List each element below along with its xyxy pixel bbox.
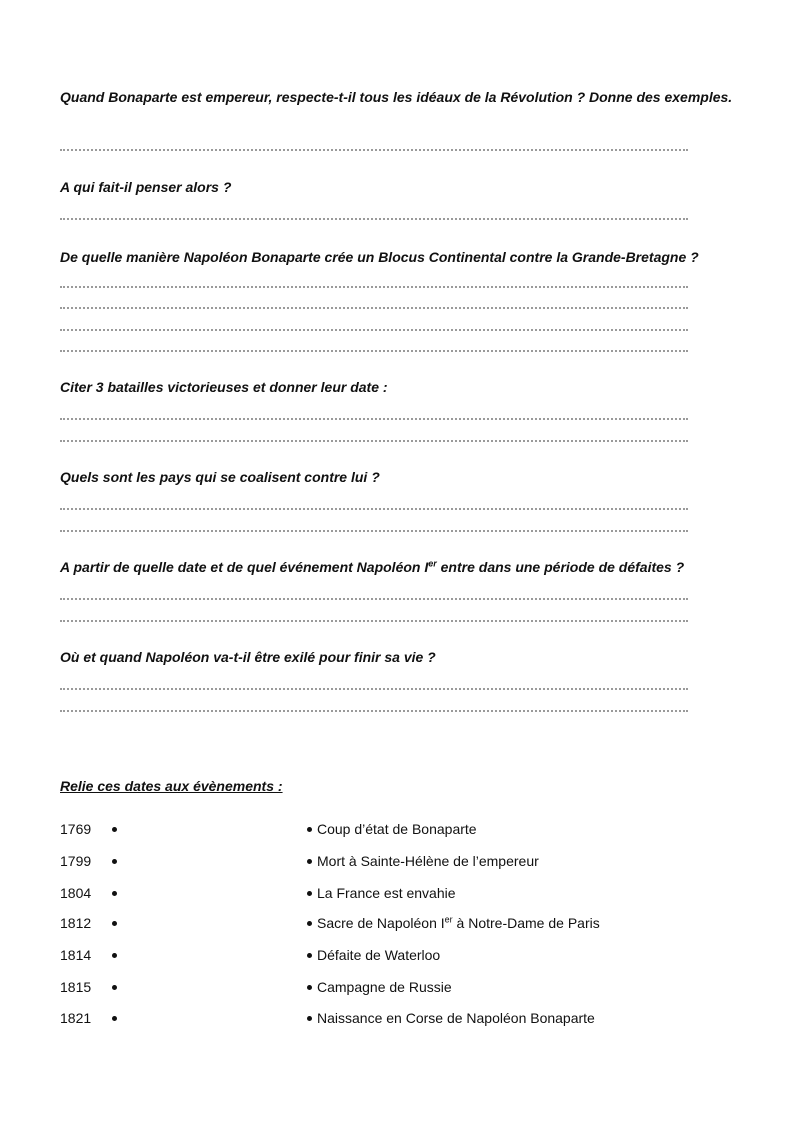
year-label: 1815 [60,979,92,995]
question-2: A qui fait-il penser alors ? [60,179,232,195]
answer-line[interactable] [60,350,688,352]
event-bullet[interactable] [307,985,312,990]
answer-line[interactable] [60,329,688,331]
answer-line[interactable] [60,286,688,288]
event-bullet[interactable] [307,1016,312,1021]
answer-line[interactable] [60,620,688,622]
answer-line[interactable] [60,508,688,510]
answer-line[interactable] [60,598,688,600]
year-bullet[interactable] [112,891,117,896]
answer-line[interactable] [60,418,688,420]
year-bullet[interactable] [112,1016,117,1021]
event-item[interactable]: La France est envahie [307,883,456,903]
question-7: Où et quand Napoléon va-t-il être exilé pour finir sa vie ? [60,649,436,665]
event-bullet[interactable] [307,891,312,896]
matching-title: Relie ces dates aux évènements : [60,778,283,794]
year-label: 1804 [60,885,92,901]
event-item[interactable]: Naissance en Corse de Napoléon Bonaparte [307,1008,595,1028]
year-label: 1769 [60,821,92,837]
event-item[interactable]: Sacre de Napoléon Ier à Notre-Dame de Paris [307,913,600,933]
answer-line[interactable] [60,218,688,220]
year-bullet[interactable] [112,953,117,958]
event-item[interactable]: Campagne de Russie [307,977,452,997]
year-bullet[interactable] [112,859,117,864]
year-bullet[interactable] [112,985,117,990]
answer-line[interactable] [60,440,688,442]
year-bullet[interactable] [112,827,117,832]
year-label: 1812 [60,915,92,931]
question-6: A partir de quelle date et de quel événement Napoléon Ier entre dans une période de défaites ? [60,558,685,575]
question-4: Citer 3 batailles victorieuses et donner leur date : [60,379,388,395]
event-item[interactable]: Défaite de Waterloo [307,945,440,965]
event-item[interactable]: Mort à Sainte-Hélène de l’empereur [307,851,539,871]
event-bullet[interactable] [307,827,312,832]
question-1: Quand Bonaparte est empereur, respecte-t-il tous les idéaux de la Révolution ? Donne des exemples. [60,89,733,105]
answer-line[interactable] [60,688,688,690]
event-bullet[interactable] [307,859,312,864]
answer-line[interactable] [60,307,688,309]
year-label: 1821 [60,1010,92,1026]
question-3: De quelle manière Napoléon Bonaparte crée un Blocus Continental contre la Grande-Bretagne ? [60,249,699,265]
year-bullet[interactable] [112,921,117,926]
answer-line[interactable] [60,530,688,532]
question-5: Quels sont les pays qui se coalisent contre lui ? [60,469,380,485]
event-bullet[interactable] [307,921,312,926]
event-item[interactable]: Coup d’état de Bonaparte [307,819,477,839]
event-bullet[interactable] [307,953,312,958]
answer-line[interactable] [60,710,688,712]
year-label: 1799 [60,853,92,869]
year-label: 1814 [60,947,92,963]
answer-line[interactable] [60,149,688,151]
